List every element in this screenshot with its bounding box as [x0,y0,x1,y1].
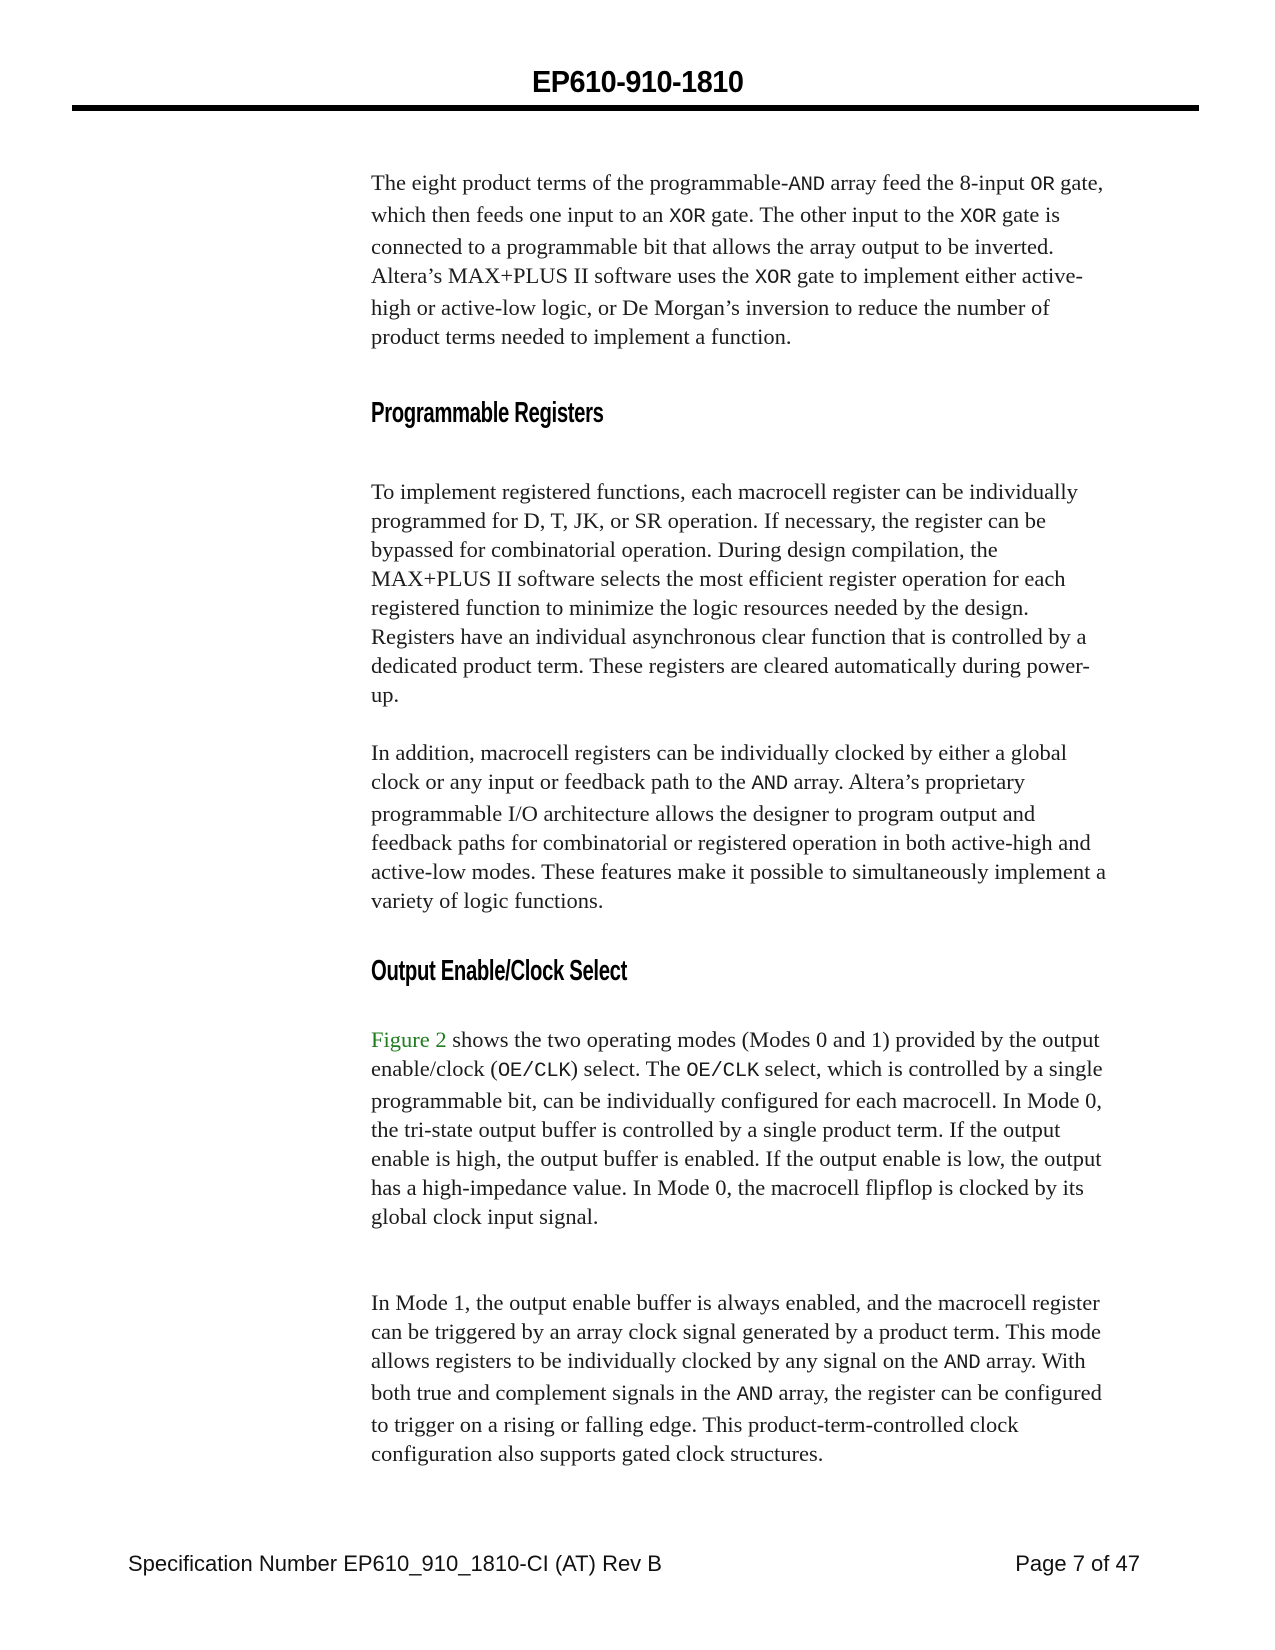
page-title-text: EP610-910-1810 [531,64,744,99]
paragraph-mode-1: In Mode 1, the output enable buffer is always enabled, and the macrocell register can be triggered by an array clock signal generated by a product term. This mode allows registers to be individually clocked by any signal on the AND array. With both true and complement signals in the AND array, the register can be configured to trigger on a rising or falling edge. This product-term-controlled clock configuration also supports gated clock structures. [371,1290,1102,1466]
header-rule [72,105,1199,111]
code-text: OR [1030,174,1055,197]
code-text: AND [788,174,825,197]
code-text: OE/CLK [686,1060,759,1083]
paragraph-mode-0: Figure 2 shows the two operating modes (Modes 0 and 1) provided by the output enable/clock (OE/CLK) select. The OE/CLK select, which is controlled by a single programmable bit, can be individually configured for each macrocell. In Mode 0, the tri-state output buffer is controlled by a single product term. If the output enable is high, the output buffer is enabled. If the output enable is low, the output has a high-impedance value. In Mode 0, the macrocell flipflop is clocked by its global clock input signal. [371,1027,1103,1229]
paragraph-registered-functions: To implement registered functions, each macrocell register can be individually programmed for D, T, JK, or SR operation. If necessary, the register can be bypassed for combinatorial operation. During design compilation, the MAX+PLUS II software selects the most efficient register operation for each registered function to minimize the logic resources needed by the design. Registers have an individual asynchronous clear function that is controlled by a dedicated product term. These registers are cleared automatically during power-up. [371,479,1090,707]
paragraph-macrocell-clocking: In addition, macrocell registers can be individually clocked by either a global clock or any input or feedback path to the AND array. Altera’s proprietary programmable I/O architecture allows the designer to program output and feedback paths for combinatorial or registered operation in both active-high and active-low modes. These features make it possible to simultaneously implement a variety of logic functions. [371,740,1107,913]
code-text: AND [944,1352,981,1375]
code-text: AND [751,773,788,796]
section-heading-text: Output Enable/Clock Select [371,955,627,987]
paragraph-intro-xor: The eight product terms of the programmable-AND array feed the 8-input OR gate, which then feeds one input to an XOR gate. The other input to the XOR gate is connected to a programmable bit that allows the array output to be inverted. Altera’s MAX+PLUS II software uses the XOR gate to implement either active-high or active-low logic, or De Morgan’s inversion to reduce the number of product terms needed to implement a function. [371,170,1104,349]
code-text: AND [736,1384,773,1407]
code-text: XOR [959,206,997,229]
footer-spec-number: Specification Number EP610_910_1810-CI (AT) Rev B [128,1551,662,1576]
section-heading-programmable-registers [371,397,1108,430]
footer-page-number: Page 7 of 47 [1015,1551,1140,1576]
section-heading-output-enable-clock-select [371,955,1108,988]
code-text: XOR [669,206,706,229]
code-text: XOR [754,267,792,290]
figure-2-link[interactable]: Figure 2 [371,1027,447,1052]
code-text: OE/CLK [497,1060,571,1083]
section-heading-text: Programmable Registers [371,397,604,429]
page-title [0,64,1275,100]
